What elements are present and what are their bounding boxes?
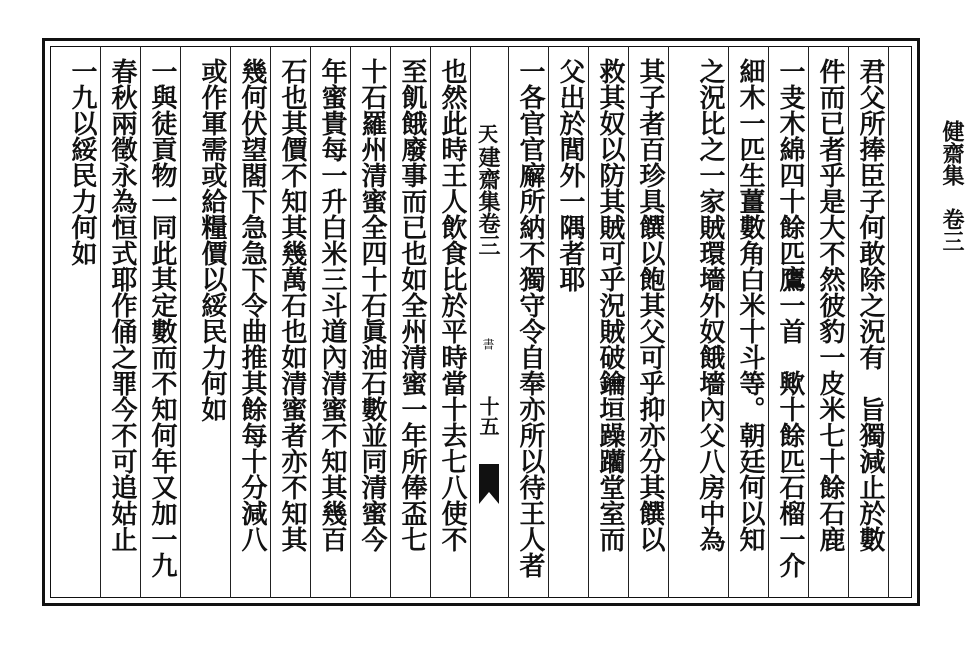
fold-mark: 天: [478, 122, 498, 146]
text-column: 或作軍需或給糧價以綏民力何如: [197, 58, 227, 422]
column-rule: [728, 46, 729, 598]
column-rule: [508, 46, 509, 598]
text-column: 細木一匹生薑數角白米十斗等。朝廷何以知: [735, 58, 765, 552]
text-column: 件而已者乎是大不然彼豹一皮米七十餘石鹿: [815, 58, 845, 552]
column-rule: [100, 46, 101, 598]
column-rule: [310, 46, 311, 598]
text-column: 之況比之一家賊環墻外奴餓墻內父八房中為: [695, 58, 725, 552]
text-column: 十石羅州清蜜全四十石眞油石數並同清蜜今: [357, 58, 387, 552]
text-column: 幾何伏望閤下急急下令曲推其餘每十分減八: [237, 58, 267, 552]
text-column: 一九以綏民力何如: [67, 58, 97, 266]
column-rule: [588, 46, 589, 598]
fishtail-mark: [479, 464, 499, 504]
fold-page-number: 十五: [476, 396, 500, 436]
column-rule: [628, 46, 629, 598]
column-rule: [808, 46, 809, 598]
text-column: 石也其價不知其幾萬石也如清蜜者亦不知其: [277, 58, 307, 552]
column-rule: [548, 46, 549, 598]
text-column: 一各官官廨所納不獨守令自奉亦所以待王人者: [515, 58, 545, 578]
text-column: 也然此時王人飲食比於平時當十去七八使不: [437, 58, 467, 552]
text-column: 春秋兩徵永為恒式耶作俑之罪今不可追姑止: [107, 58, 137, 552]
column-rule: [768, 46, 769, 598]
text-column: 君父所捧臣子何敢除之況有 旨獨減止於數: [855, 58, 885, 552]
column-rule: [390, 46, 391, 598]
center-fold: [470, 46, 506, 598]
fold-title: 建齋集卷三: [475, 146, 501, 256]
column-rule: [668, 46, 669, 598]
text-column: 父出於閭外一隅者耶: [555, 58, 585, 292]
fold-subtitle: 書: [481, 338, 495, 350]
text-column: 一叏木綿四十餘匹鷹一首 歟十餘匹石榴一介: [775, 58, 805, 578]
text-column: 至飢餓廢事而已也如全州清蜜一年所俸盃七: [397, 58, 427, 552]
column-rule: [230, 46, 231, 598]
column-rule: [848, 46, 849, 598]
column-rule: [270, 46, 271, 598]
column-rule: [140, 46, 141, 598]
column-rule: [430, 46, 431, 598]
text-column: 救其奴以防其賊可乎況賊破鑰垣躁躪堂室而: [595, 58, 625, 552]
running-head: 健齋集 卷三: [939, 120, 965, 252]
text-column: 其子者百珍具饌以飽其父可乎抑亦分其饌以: [635, 58, 665, 552]
text-column: 年蜜貴每一升白米三斗道內清蜜不知其幾百: [317, 58, 347, 552]
column-rule: [350, 46, 351, 598]
column-rule: [888, 46, 889, 598]
column-rule: [180, 46, 181, 598]
text-column: 一與徒貢物一同此其定數而不知何年又加一九: [147, 58, 177, 578]
